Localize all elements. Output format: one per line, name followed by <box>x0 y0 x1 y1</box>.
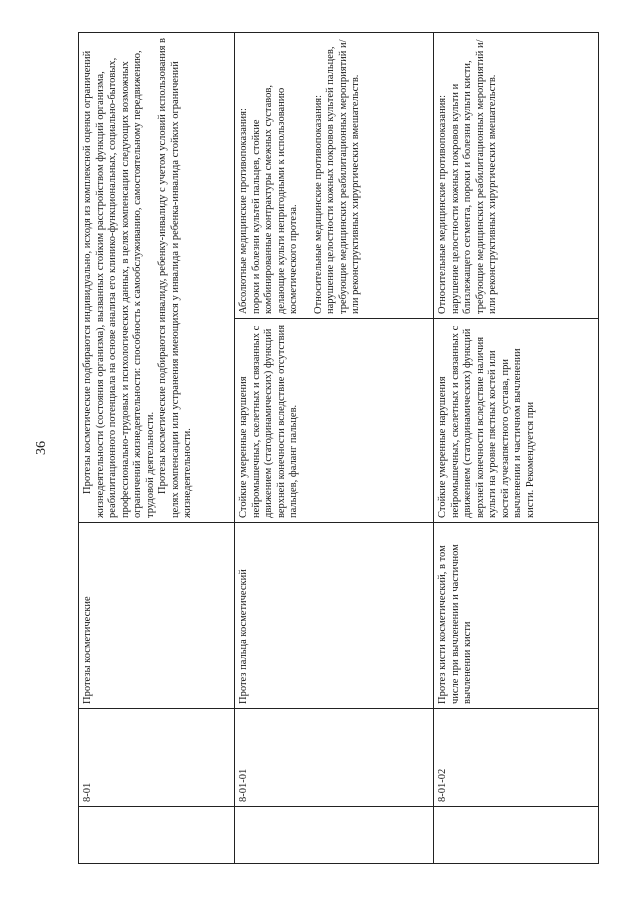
indications-cell: Стойкие умеренные нарушения нейромышечных, скелетных и связанных с движением (статодинамических) функций верхней конечности вследствие отсутствия пальцев, фаланг пальцев. <box>235 319 434 523</box>
empty-cell <box>434 807 599 864</box>
contraindications-cell <box>434 33 599 319</box>
relative-contra-title: Относительные медицинские противопоказания: <box>312 94 324 314</box>
contraindications-cell <box>235 33 434 319</box>
empty-cell <box>79 807 235 864</box>
rotated-table-container <box>78 33 598 864</box>
code-cell: 8-01-01 <box>235 709 434 807</box>
table-row <box>79 33 235 864</box>
name-cell: Протезы косметические <box>79 523 235 709</box>
absolute-contra-text: пороки и болезни культей пальцев, стойкие комбинированные контрактуры смежных суставов, делающие культи непригодными к использованию косметического протеза. <box>250 85 299 314</box>
table-row <box>434 33 599 864</box>
page-number: 36 <box>34 441 49 455</box>
relative-contra-title: Относительные медицинские противопоказания: <box>437 94 448 314</box>
description-paragraph: Протезы косметические подбираются инвалиду, ребенку-инвалиду с учетом условий использования в целях компенсации или устранения имеющихся у инвалида и ребенка-инвалида стойких ограничений жизнедеятельности. <box>157 37 193 518</box>
table-row <box>235 33 434 864</box>
description-paragraph: Протезы косметические подбираются индивидуально, исходя из комплексной оценки ограничений жизнедеятельности (состояния организма), вызванных стойким расстройством функций организма, реабилитационного потенциала на основе анализа его клинико-функциональных, социально-бытовых, профессионально-трудовых и психологических данных, в целях компенсации следующих возможных ограничений жизнедеятельности: способность к самообслуживанию, самостоятельному передвижению, трудовой деятельности. <box>82 50 156 518</box>
absolute-contra-title: Абсолютные медицинские противопоказания: <box>238 108 249 314</box>
indications-cell: Стойкие умеренные нарушения нейромышечных, скелетных и связанных с движением (статодинамических) функций верхней конечности вследствие наличия культи на уровне пястных костей или костей лучезапястного сустава, при вычленении и частичном вычленении кисти. Рекомендуется при <box>434 319 599 523</box>
empty-cell <box>235 807 434 864</box>
name-cell: Протез пальца косметический <box>235 523 434 709</box>
prosthesis-table <box>78 32 599 864</box>
relative-contra-text: нарушение целостности кожных покровов культей пальцев, требующие медицинских реабилитационных мероприятий и/или реконструктивных хирургических вмешательств. <box>325 39 361 314</box>
relative-contra-text: нарушение целостности кожных покровов культи и близлежащего сегмента, пороки и болезни культи кисти, требующие медицинских реабилитационных мероприятий и/или реконструктивных хирургических вмешательств. <box>449 39 498 314</box>
name-cell: Протез кисти косметический, в том числе при вычленении и частичном вычленении кисти <box>434 523 599 709</box>
code-cell: 8-01-02 <box>434 709 599 807</box>
code-cell: 8-01 <box>79 709 235 807</box>
merged-description-cell <box>79 33 235 523</box>
